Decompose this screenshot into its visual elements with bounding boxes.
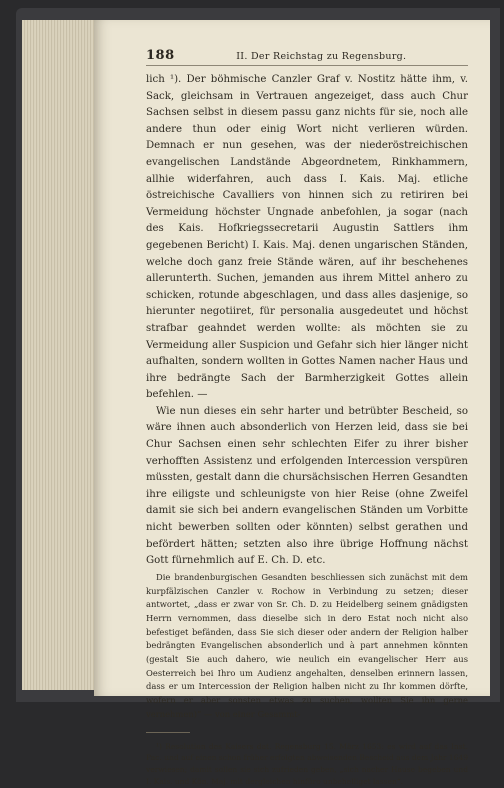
main-paragraph: lich ¹). Der böhmische Canzler Graf v. Nostitz hätte ihm, v. Sack, gleichsam in Vertrauen angezeiget, dass auch Chur Sachsen selbst in diesem passu ganz nichts für sie, noch alle andere thun oder einig Wort nicht verlieren würden. Demnach er nun gesehen, was der niederöstreichischen evangelischen Landstände Abgeordnetem, Rinkhammern, allhie widerfahren, auch dass I. Kais. Maj. etliche östreichische Cavalliers von hinnen sich zu retiriren bei Vermeidung höchster Ungnade anbefohlen, ja sogar (nach des Kais. Hofkriegssecretarii Augustin Sattlers ihm gegebenen Bericht) I. Kais. Maj. denen ungarischen Ständen, welche doch ganz freie Stände wären, auf ihr beschehenes allerunterth. Suchen, jemanden aus ihrem Mittel anhero zu schicken, rotunde abgeschlagen, und dass alles dasjenige, so hierunter negotiiret, für personalia ausgedeutet und höchst strafbar geahndet werden wollte: als möchten sie zu Vermeidung aller Suspicion und Gefahr sich hier länger nicht aufhalten, sondern wollten in Gottes Namen nacher Haus und ihre bedrängte Sach der Barmherzigkeit Gottes allein befehlen. — <box>146 74 468 401</box>
page-edges <box>22 20 95 690</box>
page-header <box>146 48 468 63</box>
footnote-separator <box>146 732 190 733</box>
footnote-text: ¹) Resolution des Kaisers dat. Regensburg 15. März 1653: es wird auf das Inst. Pac. und auf einen schon früher erfolgten abweisenden Bescheid aus dem Jahr 1649 verwiesen; damit sollen sie sich zufrieden geben, „sich nacher Hause begeben und I. Kais. und Kön. Maj. mit dergleichen hinfüro unbehelliget lassen“. <box>146 741 468 787</box>
running-title: II. Der Reichstag zu Regensburg. <box>236 51 407 62</box>
header-rule <box>146 65 468 66</box>
page-body <box>146 72 468 788</box>
book-page <box>94 20 490 787</box>
small-print-text <box>146 571 468 722</box>
main-text <box>146 72 468 570</box>
page-number: 188 <box>146 48 175 63</box>
footnote-block <box>146 741 468 788</box>
main-paragraph: Wie nun dieses ein sehr harter und betrübter Bescheid, so wäre ihnen auch absonderlich von Herzen leid, dass sie bei Chur Sachsen einen sehr schlechten Eifer zu ihrer bisher verhofften Assistenz und erfolgenden Intercession verspüren müssten, gestalt dann die chursächsischen Herren Gesandten ihre eiligste und schleunigste von hier Reise (ohne Zweifel damit sie sich bei andern evangelischen Ständen um Vorbitte nicht bewerben sollten oder könnten) selbst gerathen und befördert hätten; setzten also ihre übrige Hoffnung nächst Gott fürnehmlich auf E. Ch. D. etc. <box>146 405 468 567</box>
small-paragraph: Die brandenburgischen Gesandten beschliessen sich zunächst mit dem kurpfälzischen Canzler v. Rochow in Verbindung zu setzen; dieser antwortet, „dass er zwar von Sr. Ch. D. zu Heidelberg seinem gnädigsten Herrn vernommen, dass dieselbe sich in dero Estat noch nicht also befestiget befänden, dass Sie sich dieser oder andern der Religion halber bedrängten Evangelischen absonderlich und à part annehmen könnten (gestalt Sie auch dahero, wie neulich ein evangelischer Herr aus Oesterreich bei Ihro um Audienz angehalten, denselben erinnern lassen, dass er um Intercession der Religion halben nicht zu Ihr kommen dörfte, wofern er aber sonsten etwas zu suchen, wollten Sie ihn gerne vernehmen)“ — von einer Gesammt- <box>146 571 468 719</box>
